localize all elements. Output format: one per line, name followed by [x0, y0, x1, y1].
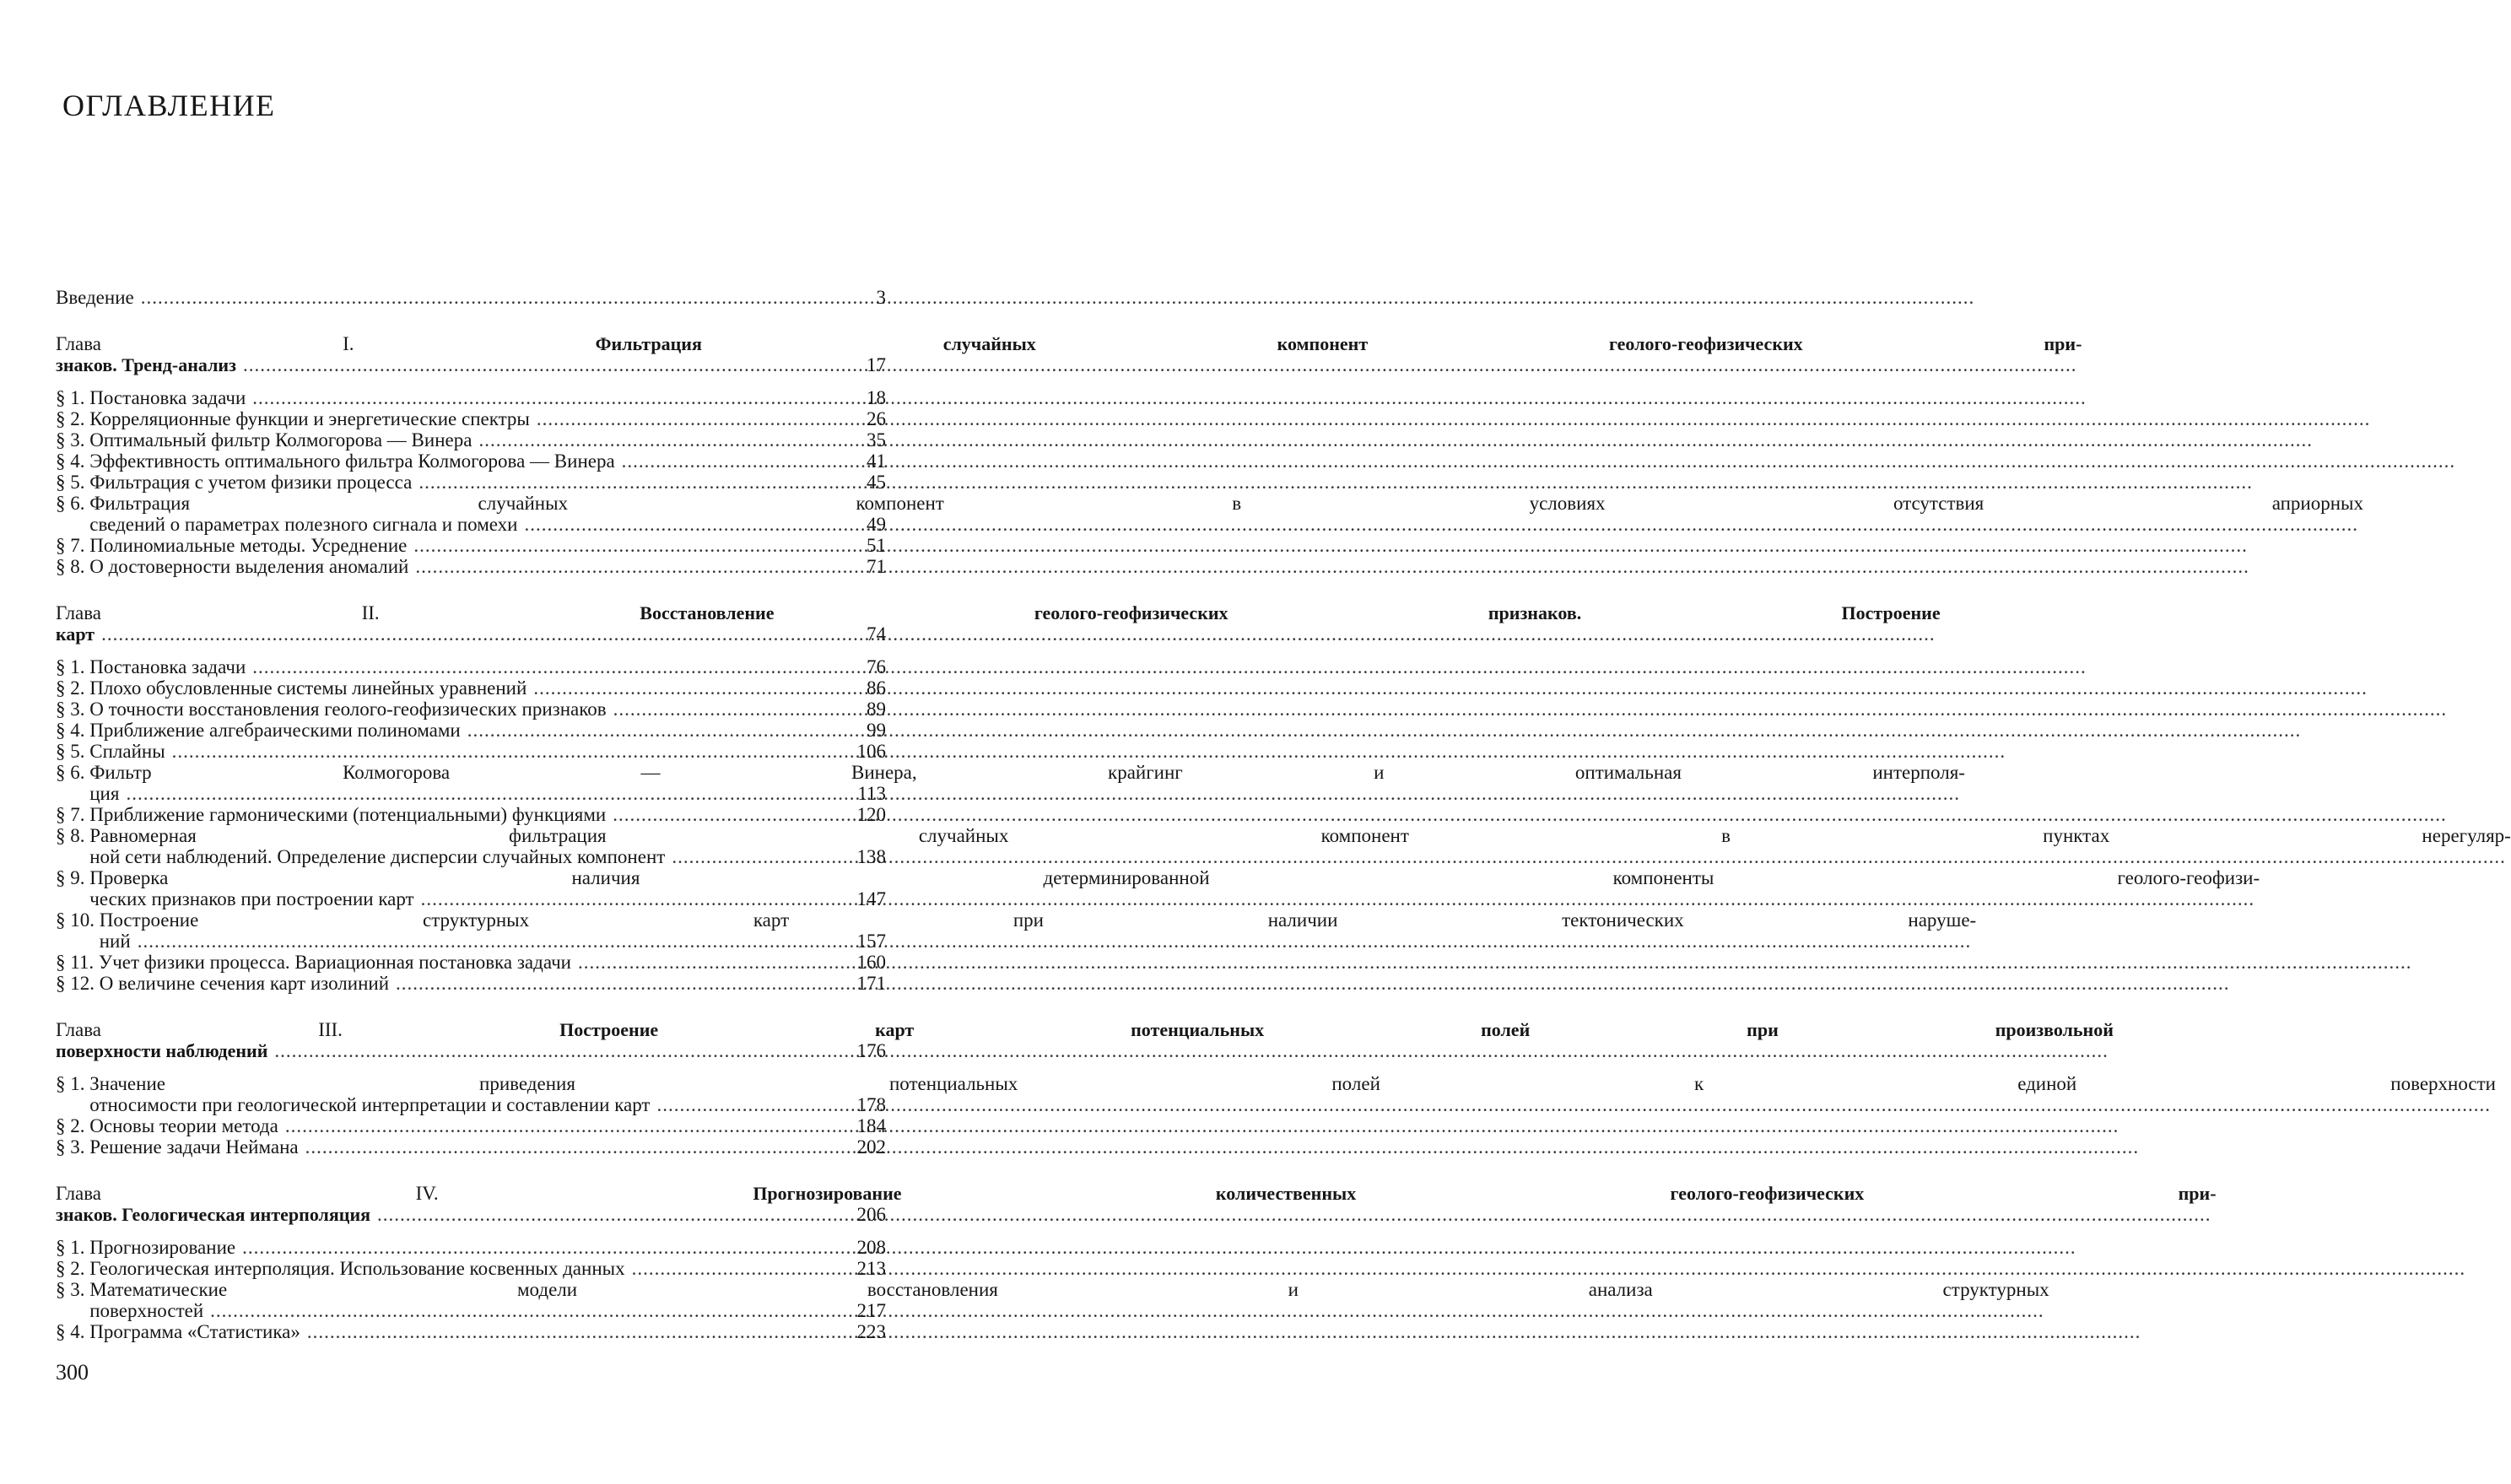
page-reference: 35: [867, 429, 886, 451]
entry-title-last-line: [89, 408, 2375, 429]
section-number: § 4.: [56, 451, 90, 472]
section-number: § 1.: [56, 1073, 90, 1094]
toc-entry-section: [56, 1073, 2496, 1115]
dot-leader: [274, 1040, 2109, 1061]
dot-leader: [210, 1300, 2044, 1321]
entry-title: [89, 1279, 2049, 1321]
toc-entry-section: [56, 1258, 886, 1279]
entry-title: [89, 493, 2363, 535]
toc-entry-section: [56, 1136, 886, 1158]
page-reference: 160: [856, 952, 886, 973]
page-reference: 208: [856, 1237, 886, 1258]
dot-leader: [613, 804, 2447, 825]
toc-entry-section: [56, 535, 886, 556]
dot-leader: [525, 514, 2359, 535]
entry-title-last-line: [100, 973, 2235, 994]
entry-title-last-line: [89, 720, 2306, 741]
section-number: § 6.: [56, 493, 90, 514]
entry-title-last-line: [89, 783, 1965, 804]
entry-title: [56, 287, 1979, 308]
section-number: § 12.: [56, 973, 100, 994]
entry-title-line: Проверка наличия детерминированной компоненты геолого-геофизи-: [89, 867, 2260, 888]
page-reference: 99: [867, 720, 886, 741]
entry-title-last-line: [89, 1094, 2496, 1115]
dot-leader: [413, 535, 2248, 556]
toc-entry-section: [56, 1237, 886, 1258]
section-number: § 2.: [56, 677, 90, 699]
entry-title-line: [56, 333, 2082, 354]
section-number: § 7.: [56, 804, 90, 825]
entry-title-text: Введение: [56, 287, 134, 308]
section-number: § 2.: [56, 408, 90, 429]
entry-title: [56, 1183, 2217, 1225]
entry-title-last-line: [56, 623, 1941, 645]
entry-title-last-line: [99, 952, 2417, 973]
dot-leader: [537, 408, 2371, 429]
page-reference: 89: [867, 699, 886, 720]
dot-leader: [172, 741, 2006, 762]
dot-leader: [242, 1237, 2076, 1258]
toc-entry-section: [56, 408, 886, 429]
entry-title: [89, 1321, 2146, 1342]
section-number: § 4.: [56, 720, 90, 741]
entry-title: [89, 429, 2318, 451]
toc-entry-section: [56, 762, 1965, 804]
entry-title-text: Корреляционные функции и энергетические спектры: [89, 408, 530, 429]
dot-leader: [467, 720, 2302, 741]
entry-title-last-line: [89, 1115, 2124, 1136]
entry-title-last-line: [89, 514, 2363, 535]
dot-leader: [622, 451, 2456, 472]
chapter-title-text: Фильтрация случайных компонент геолого-геофизических при-: [595, 333, 2082, 354]
entry-title: [89, 825, 2511, 867]
entry-title-text: Фильтрация с учетом физики процесса: [89, 472, 413, 493]
entry-title-line: Значение приведения потенциальных полей к единой поверхности: [89, 1073, 2496, 1094]
page-reference: 217: [856, 1300, 886, 1321]
entry-title: [56, 333, 2082, 375]
entry-title: [89, 472, 2258, 493]
toc-entry-section: [56, 493, 2363, 535]
toc-entry-section: [56, 387, 886, 408]
entry-title-line: Фильтр Колмогорова — Винера, крайгинг и оптимальная интерполя-: [89, 762, 1965, 783]
toc-entry-section: [56, 1321, 886, 1342]
entry-title-line: Равномерная фильтрация случайных компонент в пунктах нерегуляр-: [89, 825, 2511, 846]
toc-entry-section: [56, 825, 2511, 867]
page-reference: 147: [856, 888, 886, 909]
entry-title-last-line: [89, 846, 2511, 867]
section-number: § 1.: [56, 387, 90, 408]
toc-entry-section: [56, 1115, 886, 1136]
page-reference: 18: [867, 387, 886, 408]
toc-entry-section: [56, 720, 886, 741]
chapter-label: Глава III.: [56, 1019, 560, 1040]
entry-title-text: ческих признаков при построении карт: [89, 888, 414, 909]
section-number: § 8.: [56, 825, 90, 846]
entry-title-line: [56, 602, 1941, 623]
entry-title-text: Приближение алгебраическими полиномами: [89, 720, 461, 741]
entry-title: [89, 535, 2253, 556]
entry-title-text: Постановка задачи: [89, 387, 246, 408]
page-reference: 176: [856, 1040, 886, 1061]
entry-title: [89, 699, 2452, 720]
section-number: § 6.: [56, 762, 90, 783]
dot-leader: [418, 472, 2253, 493]
dot-leader: [377, 1204, 2211, 1225]
entry-title: [89, 677, 2373, 699]
entry-title-text: Эффективность оптимального фильтра Колмогорова — Винера: [89, 451, 615, 472]
entry-title-last-line: [89, 699, 2452, 720]
dot-leader: [252, 387, 2087, 408]
page-reference: 178: [856, 1094, 886, 1115]
entry-title: [89, 1237, 2081, 1258]
entry-title: [56, 602, 1941, 645]
section-number: § 7.: [56, 535, 90, 556]
entry-title-text: ной сети наблюдений. Определение дисперсии случайных компонент: [89, 846, 666, 867]
chapter-label: Глава II.: [56, 602, 640, 623]
page-reference: 202: [856, 1136, 886, 1158]
dot-leader: [421, 888, 2255, 909]
dot-leader: [141, 287, 1975, 308]
section-number: § 4.: [56, 1321, 90, 1342]
entry-title-text: Полиномиальные методы. Усреднение: [89, 535, 408, 556]
section-number: § 3.: [56, 1279, 90, 1300]
toc-entry-section: [56, 973, 886, 994]
dot-leader: [305, 1136, 2140, 1158]
entry-title-text: знаков. Геологическая интерполяция: [56, 1204, 371, 1225]
entry-title-last-line: [89, 1321, 2146, 1342]
entry-title: [100, 909, 1976, 952]
toc-entry-section: [56, 451, 886, 472]
toc-entry-section: [56, 677, 886, 699]
page-reference: 120: [856, 804, 886, 825]
entry-title-text: О достоверности выделения аномалий: [89, 556, 409, 577]
entry-title-last-line: [89, 556, 2254, 577]
entry-title-last-line: [56, 1040, 2114, 1061]
entry-title-line: Фильтрация случайных компонент в условиях отсутствия априорных: [89, 493, 2363, 514]
entry-title-text: Плохо обусловленные системы линейных уравнений: [89, 677, 527, 699]
entry-title-text: относимости при геологической интерпретации и составлении карт: [89, 1094, 651, 1115]
entry-title-line: [56, 1019, 2114, 1040]
entry-title-last-line: [89, 387, 2092, 408]
page-reference: 138: [856, 846, 886, 867]
dot-leader: [307, 1321, 2141, 1342]
entry-title-line: [56, 1183, 2217, 1204]
dot-leader: [252, 656, 2087, 677]
entry-title-text: Программа «Статистика»: [89, 1321, 300, 1342]
section-number: § 2.: [56, 1258, 90, 1279]
dot-leader: [243, 354, 2077, 375]
section-number: § 1.: [56, 1237, 90, 1258]
section-number: § 3.: [56, 429, 90, 451]
chapter-label: Глава I.: [56, 333, 596, 354]
entry-title-text: знаков. Тренд-анализ: [56, 354, 236, 375]
entry-title-text: поверхности наблюдений: [56, 1040, 268, 1061]
page-reference: 206: [856, 1204, 886, 1225]
entry-title: [56, 1019, 2114, 1061]
entry-title-text: Решение задачи Неймана: [89, 1136, 299, 1158]
section-number: § 5.: [56, 741, 90, 762]
entry-title-text: поверхностей: [89, 1300, 204, 1321]
entry-title-last-line: [89, 535, 2253, 556]
entry-title-last-line: [89, 1300, 2049, 1321]
chapter-title-text: Прогнозирование количественных геолого-геофизических при-: [753, 1183, 2217, 1204]
entry-title: [89, 451, 2460, 472]
section-number: § 2.: [56, 1115, 90, 1136]
entry-title: [89, 1136, 2144, 1158]
section-number: § 10.: [56, 909, 100, 931]
entry-title-text: Геологическая интерполяция. Использование косвенных данных: [89, 1258, 625, 1279]
entry-title-text: О величине сечения карт изолиний: [99, 973, 390, 994]
page-reference: 71: [867, 556, 886, 577]
entry-title: [89, 867, 2260, 909]
entry-title-line: Математические модели восстановления и анализа структурных: [89, 1279, 2049, 1300]
dot-leader: [396, 973, 2230, 994]
toc-entry-section: [56, 699, 886, 720]
entry-title-last-line: [89, 472, 2258, 493]
toc-entry-section: [56, 556, 886, 577]
chapter-title-text: Восстановление геолого-геофизических признаков. Построение: [640, 602, 1941, 623]
entry-title-line: Построение структурных карт при наличии тектонических наруше-: [99, 909, 1977, 931]
entry-title-text: Учет физики процесса. Вариационная постановка задачи: [98, 952, 571, 973]
dot-leader: [478, 429, 2313, 451]
page-reference: 3: [876, 287, 886, 308]
entry-title-text: О точности восстановления геолого-геофизических признаков: [89, 699, 607, 720]
section-number: § 11.: [56, 952, 99, 973]
chapter-title-text: Построение карт потенциальных полей при произвольной: [559, 1019, 2114, 1040]
entry-title-text: ция: [89, 783, 120, 804]
page-reference: 86: [867, 677, 886, 699]
toc-entry-section: [56, 1279, 2049, 1321]
entry-title-text: ний: [99, 931, 131, 952]
toc-entry-chapter: [56, 333, 2082, 375]
entry-title-last-line: [100, 931, 1976, 952]
chapter-label: Глава IV.: [56, 1183, 753, 1204]
entry-title-last-line: [89, 1237, 2081, 1258]
entry-title: [89, 1258, 2470, 1279]
dot-leader: [101, 623, 1936, 645]
entry-title: [89, 1115, 2124, 1136]
entry-title-last-line: [89, 741, 2011, 762]
page-reference: 171: [856, 973, 886, 994]
page-reference: 17: [867, 354, 886, 375]
toc-entry-introduction: [56, 287, 886, 308]
entry-title: [89, 387, 2092, 408]
page-reference: 157: [856, 931, 886, 952]
dot-leader: [415, 556, 2249, 577]
dot-leader: [533, 677, 2368, 699]
page-reference: 106: [856, 741, 886, 762]
toc-entry-section: [56, 472, 886, 493]
entry-title: [89, 408, 2375, 429]
section-number: § 9.: [56, 867, 90, 888]
page-reference: 213: [856, 1258, 886, 1279]
entry-title-text: сведений о параметрах полезного сигнала и помехи: [89, 514, 518, 535]
entry-title-text: Основы теории метода: [89, 1115, 278, 1136]
page-reference: 45: [867, 472, 886, 493]
entry-title-last-line: [89, 888, 2260, 909]
toc-entry-section: [56, 867, 2260, 909]
entry-title-text: Приближение гармоническими (потенциальными) функциями: [89, 804, 607, 825]
page-reference: 113: [857, 783, 886, 804]
page-reference: 76: [867, 656, 886, 677]
entry-title: [99, 952, 2417, 973]
dot-leader: [138, 931, 1972, 952]
section-number: § 8.: [56, 556, 90, 577]
entry-title-last-line: [56, 1204, 2217, 1225]
entry-title: [89, 656, 2092, 677]
section-number: § 3.: [56, 1136, 90, 1158]
toc-entry-section: [56, 804, 886, 825]
page-number: 300: [56, 1360, 89, 1384]
entry-title: [100, 973, 2235, 994]
page-reference: 49: [867, 514, 886, 535]
entry-title-text: Сплайны: [89, 741, 165, 762]
entry-title-text: карт: [56, 623, 95, 645]
toc-entry-section: [56, 429, 886, 451]
toc-entry-section: [56, 741, 886, 762]
entry-title-last-line: [89, 677, 2373, 699]
section-number: § 1.: [56, 656, 90, 677]
entry-title-last-line: [56, 287, 1979, 308]
table-of-contents: [56, 287, 2511, 1342]
entry-title-last-line: [89, 1136, 2144, 1158]
dot-leader: [632, 1258, 2466, 1279]
entry-title-last-line: [89, 451, 2460, 472]
entry-title-text: Прогнозирование: [89, 1237, 236, 1258]
page-reference: 26: [867, 408, 886, 429]
section-number: § 5.: [56, 472, 90, 493]
section-number: § 3.: [56, 699, 90, 720]
entry-title: [89, 720, 2306, 741]
entry-title-text: Постановка задачи: [89, 656, 246, 677]
dot-leader: [126, 783, 1960, 804]
toc-entry-section: [56, 909, 1977, 952]
entry-title-last-line: [89, 804, 2451, 825]
dot-leader: [613, 699, 2448, 720]
entry-title: [89, 741, 2011, 762]
page-reference: 74: [867, 623, 886, 645]
toc-entry-chapter: [56, 1019, 2114, 1061]
toc-entry-chapter: [56, 602, 1941, 645]
toc-entry-section: [56, 656, 886, 677]
toc-entry-chapter: [56, 1183, 2217, 1225]
page-reference: 41: [867, 451, 886, 472]
page-title: ОГЛАВЛЕНИЕ: [62, 89, 276, 122]
entry-title: [89, 762, 1965, 804]
page-reference: 184: [856, 1115, 886, 1136]
dot-leader: [657, 1094, 2492, 1115]
entry-title: [89, 804, 2451, 825]
entry-title-last-line: [89, 429, 2318, 451]
dot-leader: [672, 846, 2506, 867]
page-reference: 51: [867, 535, 886, 556]
toc-entry-section: [56, 952, 886, 973]
entry-title: [89, 1073, 2496, 1115]
entry-title-text: Оптимальный фильтр Колмогорова — Винера: [89, 429, 472, 451]
entry-title-last-line: [89, 1258, 2470, 1279]
entry-title-last-line: [89, 656, 2092, 677]
page-reference: 223: [856, 1321, 886, 1342]
entry-title: [89, 556, 2254, 577]
dot-leader: [285, 1115, 2120, 1136]
entry-title-last-line: [56, 354, 2082, 375]
